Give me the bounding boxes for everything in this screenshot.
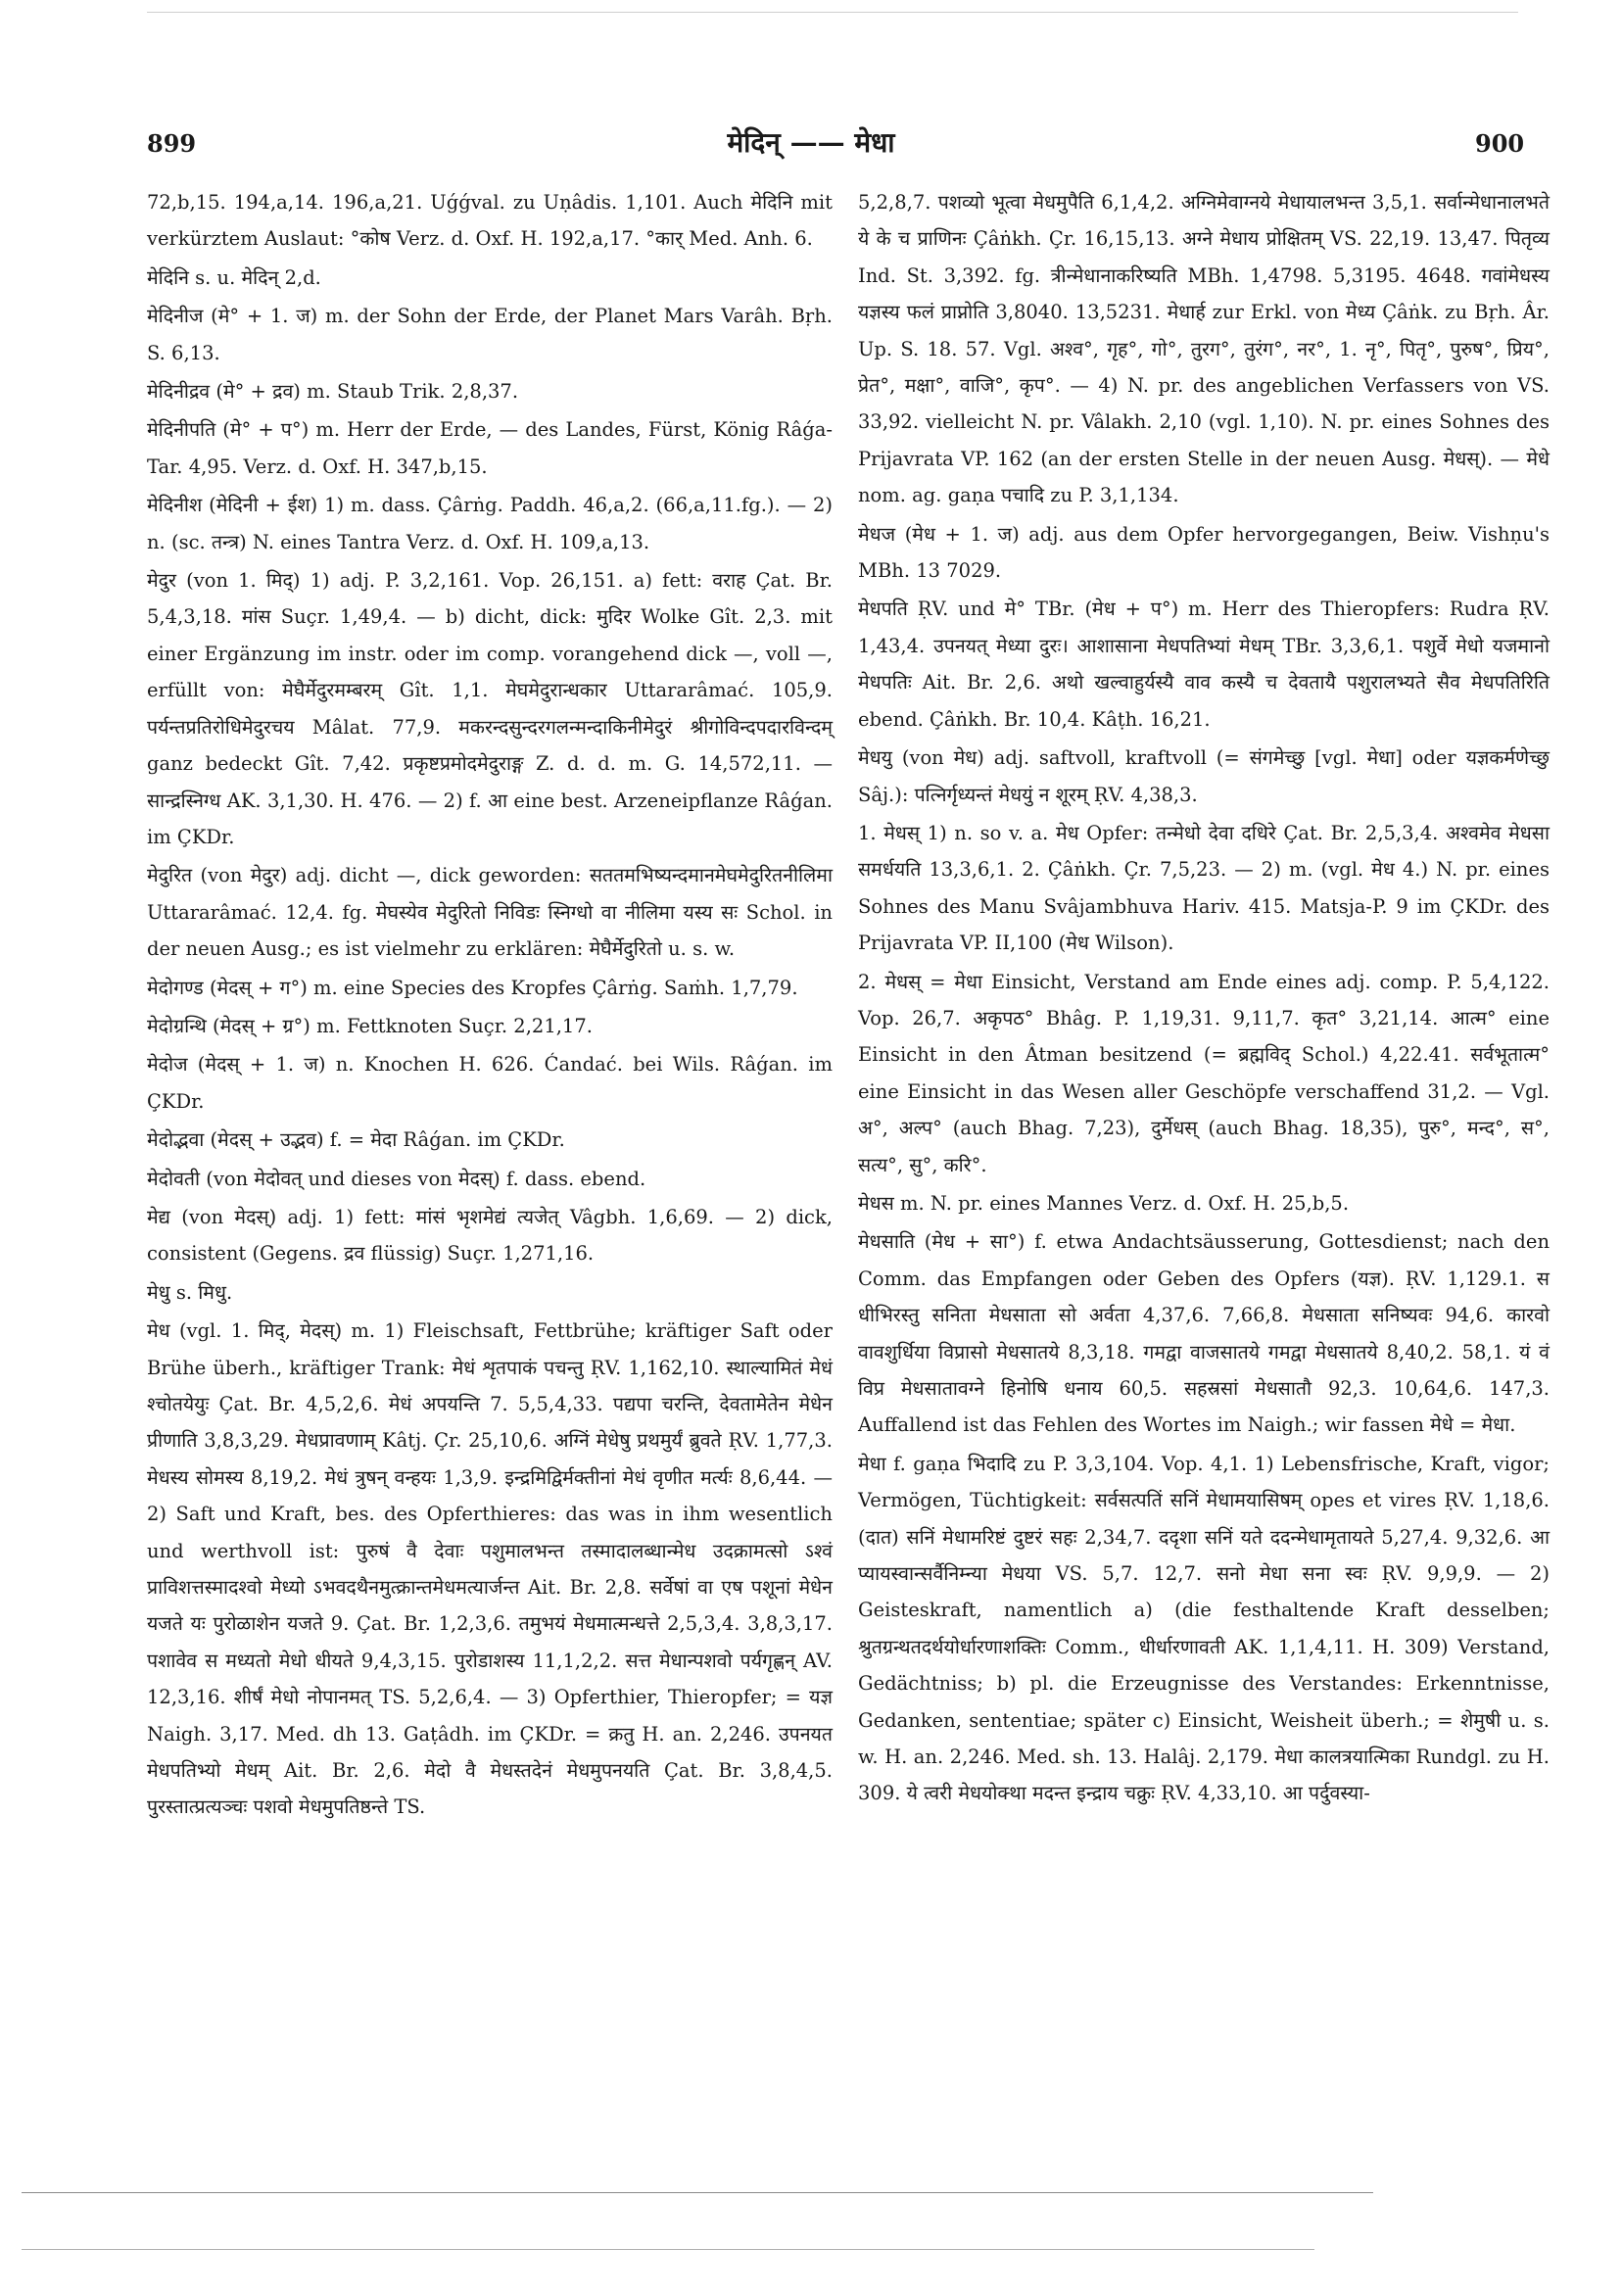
entry: मेधा f. gaṇa भिदादि zu P. 3,3,104. Vop. 4,1. 1) Lebensfrische, Kraft, vigor; Vermögen, Tüchtigkeit: सर्वसत्पतिं सनिं मेधामयासिषम् opes et vires ṚV. 1,18,6. (दात) सनिं मेधामरिष्टं दुष्टरं सहः 2,34,7. ददृशा सनिं यते ददन्मेधामृतायते 5,27,4. 9,32,6. आ प्यायस्वान्सर्वैनिम्न्या मेधया VS. 5,7. 12,7. सनो मेधा सना स्वः ṚV. 9,9,9. — 2) Geisteskraft, namentlich a) (die festhaltende Kraft desselben; श्रुतग्रन्थतदर्थयोर्धारणाशक्तिः Comm., धीर्धारणावती AK. 1,1,4,11. H. 309) Verstand, Gedächtniss; b) pl. die Erzeugnisse des Verstandes: Erkenntnisse, Gedanken, sententiae; später c) Einsicht, Weisheit überh.; = शेमुषी u. s. w. H. an. 2,246. Med. sh. 13. Halâj. 2,179. मेधा कालत्रयात्मिका Rundgl. zu H. 309. ये त्वरी मेधयोक्था मदन्त इन्द्राय चक्रुः ṚV. 4,33,10. आ पर्दुवस्या-	[858, 1452, 1550, 1805]
entry: मेदोगण्ड (मेदस् + ग°) m. eine Species des Kropfes Çârṅg. Saṁh. 1,7,79.	[147, 976, 798, 999]
entry: मेधपति ṚV. und मे° TBr. (मेध + प°) m. Herr des Thieropfers: Rudra ṚV. 1,43,4. उपनयत् मेध्या दुरः। आशासाना मेधपतिभ्यां मेधम् TBr. 3,3,6,1. पशुर्वे मेधो यजमानो मेधपतिः Ait. Br. 2,6. अथो खल्वाहुर्यस्यै वाव कस्यै च देवतायै पशुरालभ्यते सैव मेधपतिरिति ebend. Çâṅkh. Br. 10,4. Kâṭh. 16,21.	[858, 598, 1550, 731]
page-number-left: 899	[147, 129, 197, 158]
entry: मेधसाति (मेध + सा°) f. etwa Andachtsäusserung, Gottesdienst; nach den Comm. das Empfangen oder Geben des Opfers (यज्ञ). ṚV. 1,129.1. स धीभिरस्तु सनिता मेधसाता सो अर्वता 4,37,6. 7,66,8. मेधसाता सनिष्यवः 94,6. कारवो वावशुर्धिया विप्रासो मेधसातये 8,3,18. गमद्वा वाजसातये गमद्वा मेधसातये 8,40,2. 58,1. यं वं विप्र मेधसातावग्ने हिनोषि धनाय 60,5. सहस्रसां मेधसातौ 92,3. 10,64,6. 147,3. Auffallend ist das Fehlen des Wortes im Naigh.; wir fassen मेधे = मेधा.	[858, 1230, 1550, 1437]
page-number-right: 900	[1475, 129, 1525, 158]
entry: मेधु s. मिधु.	[147, 1280, 233, 1304]
entry: मेदोज (मेदस् + 1. ज) n. Knochen H. 626. Ćandać. bei Wils. Râǵan. im ÇKDr.	[147, 1053, 833, 1113]
entry: मेदिनीश (मेदिनी + ईश) 1) m. dass. Çârṅg. Paddh. 46,a,2. (66,a,11.fg.). — 2) n. (sc. तन्त्र) N. eines Tantra Verz. d. Oxf. H. 109,a,13.	[147, 494, 833, 553]
bottom-rule	[22, 2192, 1373, 2193]
entry: मेदोद्भवा (मेदस् + उद्भव) f. = मेदा Râǵan. im ÇKDr.	[147, 1128, 565, 1152]
entry: मेदिनीज (मे° + 1. ज) m. der Sohn der Erde, der Planet Mars Varâh. Bṛh. S. 6,13.	[147, 305, 833, 364]
entry: मेदिनीपति (मे° + प°) m. Herr der Erde, — des Landes, Fürst, König Râǵa-Tar. 4,95. Verz. d. Oxf. H. 347,b,15.	[147, 418, 833, 478]
entry: 2. मेधस् = मेधा Einsicht, Verstand am Ende eines adj. comp. P. 5,4,122. Vop. 26,7. अकृपठ° Bhâg. P. 1,19,31. 9,11,7. कृत° 3,21,14. आत्म° eine Einsicht in den Âtman besitzend (= ब्रह्मविद् Schol.) 4,22.41. सर्वभूतात्म° eine Einsicht in das Wesen aller Geschöpfe verschaffend 31,2. — Vgl. अ°, अल्प° (auch Bhag. 7,23), दुर्मेधस् (auch Bhag. 18,35), पुरु°, मन्द°, स°, सत्य°, सु°, करि°.	[858, 970, 1550, 1176]
entry: मेध (vgl. 1. मिद्, मेदस्) m. 1) Fleischsaft, Fettbrühe; kräftiger Saft oder Brühe überh., kräftiger Trank: मेधं शृतपाकं पचन्तु ṚV. 1,162,10. स्थाल्यामितं मेधं श्चोतयेयुः Çat. Br. 4,5,2,6. मेधं अपयन्ति 7. 5,5,4,33. पद्यपा चरन्ति, देवतामेतेन मेधेन प्रीणाति 3,8,3,29. मेधप्रावणाम् Kâtj. Çr. 25,10,6. अग्निं मेधेषु प्रथमुर्यं ब्रुवते ṚV. 1,77,3. मेधस्य सोमस्य 8,19,2. मेधं त्रुषन् वन्हयः 1,3,9. इन्द्रमिद्विर्मक्तीनां मेधं वृणीत मर्त्यः 8,6,44. — 2) Saft und Kraft, bes. des Opferthieres: das was in ihm wesentlich und werthvoll ist: पुरुषं वै देवाः पशुमालभन्त तस्मादालब्धान्मेध उदक्रामत्सो ऽश्वं प्राविशत्तस्मादश्वो मेध्यो ऽभवदथैनमुत्क्रान्तमेधमत्यार्जन्त Ait. Br. 2,8. सर्वेषां वा एष पशूनां मेधेन यजते यः पुरोळाशेन यजते 9. Çat. Br. 1,2,3,6. तमुभयं मेधमात्मन्धत्ते 2,5,3,4. 3,8,3,17. पशावेव स मध्यतो मेधो धीयते 9,4,3,15. पुरोडाशस्य 11,1,2,2. सत्त मेधान्पशवो पर्यगृह्णन् AV. 12,3,16. शीर्षं मेधो नोपानमत् TS. 5,2,6,4. — 3) Opferthier, Thieropfer; = यज्ञ Naigh. 3,17. Med. dh 13. Gaṭâdh. im ÇKDr. = क्रतु H. an. 2,246. उपनयत मेधपतिभ्यो मेधम् Ait. Br. 2,6. मेदो वै मेधस्तदेनं मेधमुपनयति Çat. Br. 3,8,4,5. पुरस्तात्प्रत्यञ्चः पशवो मेधमुपतिष्ठन्ते TS.	[147, 1319, 833, 1819]
entry: मेदिनि s. u. मेदिन् 2,d.	[147, 265, 321, 289]
entry: मेद्य (von मेदस्) adj. 1) fett: मांसं भृशमेद्यं त्यजेत् Vâgbh. 1,6,69. — 2) dick, consistent (Gegens. द्रव flüssig) Suçr. 1,271,16.	[147, 1205, 833, 1266]
entry: 72,b,15. 194,a,14. 196,a,21. Uǵǵval. zu Uṇâdis. 1,101. Auch मेदिनि mit verkürztem Auslaut: °कोष Verz. d. Oxf. H. 192,a,17. °कार् Med. Anh. 6.	[147, 191, 833, 251]
entry: मेदिनीद्रव (मे° + द्रव) m. Staub Trik. 2,8,37.	[147, 380, 519, 404]
entry: मेदुरित (von मेदुर) adj. dicht —, dick geworden: सततमभिष्यन्दमानमेघमेदुरितनीलिमा Uttararâmać. 12,4. fg. मेघस्येव मेदुरितो निविडः स्निग्धो वा नीलिमा यस्य सः Schol. in der neuen Ausg.; es ist vielmehr zu erklären: मेघैर्मेदुरितो u. s. w.	[147, 864, 833, 961]
top-rule	[147, 12, 1518, 13]
right-column	[858, 184, 1550, 1814]
entry: मेधज (मेध + 1. ज) adj. aus dem Opfer hervorgegangen, Beiw. Vishṇu's MBh. 13 7029.	[858, 522, 1550, 583]
bottom-rule-lower	[22, 2249, 1314, 2250]
entry: 5,2,8,7. पशव्यो भूत्वा मेधमुपैति 6,1,4,2. अग्निमेवाग्नये मेधायालभन्त 3,5,1. सर्वान्मेधानालभते ये के च प्राणिनः Çâṅkh. Çr. 16,15,13. अग्ने मेधाय प्रोक्षितम् VS. 22,19. 13,47. पितृव्य Ind. St. 3,392. fg. त्रीन्मेधानाकरिष्यति MBh. 1,4798. 5,3195. 4648. गवांमेधस्य यज्ञस्य फलं प्राप्नोति 3,8040. 13,5231. मेधार्ह zur Erkl. von मेध्य Çâṅk. zu Bṛh. Âr. Up. S. 18. 57. Vgl. अश्व°, गृह°, गो°, तुरग°, तुरंग°, नर°, 1. नृ°, पितृ°, पुरुष°, प्रिय°, प्रेत°, मक्षा°, वाजि°, कृप°. — 4) N. pr. des angeblichen Verfassers von VS. 33,92. vielleicht N. pr. Vâlakh. 2,10 (vgl. 1,10). N. pr. eines Sohnes des Prijavrata VP. 162 (an der ersten Stelle in der neuen Ausg. मेधस्). — मेधे nom. ag. gaṇa पचादि zu P. 3,1,134.	[858, 191, 1550, 507]
entry: मेधयु (von मेध) adj. saftvoll, kraftvoll (= संगमेच्छु [vgl. मेधा] oder यज्ञकर्मणेच्छु Sâj.): पत्निर्गृध्यन्तं मेधयुं न शूरम् ṚV. 4,38,3.	[858, 746, 1550, 806]
entry: 1. मेधस् 1) n. so v. a. मेध Opfer: तन्मेधो देवा दधिरे Çat. Br. 2,5,3,4. अश्वमेव मेधसा समर्धयति 13,3,6,1. 2. Çâṅkh. Çr. 7,5,23. — 2) m. (vgl. मेध 4.) N. pr. eines Sohnes des Manu Svâjambhuva Hariv. 415. Matsja-P. 9 im ÇKDr. des Prijavrata VP. II,100 (मेध Wilson).	[858, 821, 1550, 955]
left-column	[147, 184, 833, 1828]
entry: मेदुर (von 1. मिद्) 1) adj. P. 3,2,161. Vop. 26,151. a) fett: वराह Çat. Br. 5,4,3,18. मांस Suçr. 1,49,4. — b) dicht, dick: मुदिर Wolke Gît. 2,3. mit einer Ergänzung im instr. oder im comp. vorangehend dick —, voll —, erfüllt von: मेघैर्मेदुरमम्बरम् Gît. 1,1. मेघमेदुरान्धकार Uttararâmać. 105,9. पर्यन्तप्रतिरोधिमेदुरचय Mâlat. 77,9. मकरन्दसुन्दरगलन्मन्दाकिनीमेदुरं श्रीगोविन्दपदारविन्दम् ganz bedeckt Gît. 7,42. प्रकृष्टप्रमोदमेदुराङ्ग Z. d. d. m. G. 14,572,11. — सान्द्रस्निग्ध AK. 3,1,30. H. 476. — 2) f. आ eine best. Arzeneipflanze Râǵan. im ÇKDr.	[147, 569, 833, 848]
entry: मेदोग्रन्थि (मेदस् + ग्र°) m. Fettknoten Suçr. 2,21,17.	[147, 1014, 593, 1037]
running-head: मेदिन् —— मेधा	[727, 126, 895, 159]
entry: मेदोवती (von मेदोवत् und dieses von मेदस्) f. dass. ebend.	[147, 1167, 646, 1190]
entry: मेधस m. N. pr. eines Mannes Verz. d. Oxf. H. 25,b,5.	[858, 1191, 1350, 1215]
